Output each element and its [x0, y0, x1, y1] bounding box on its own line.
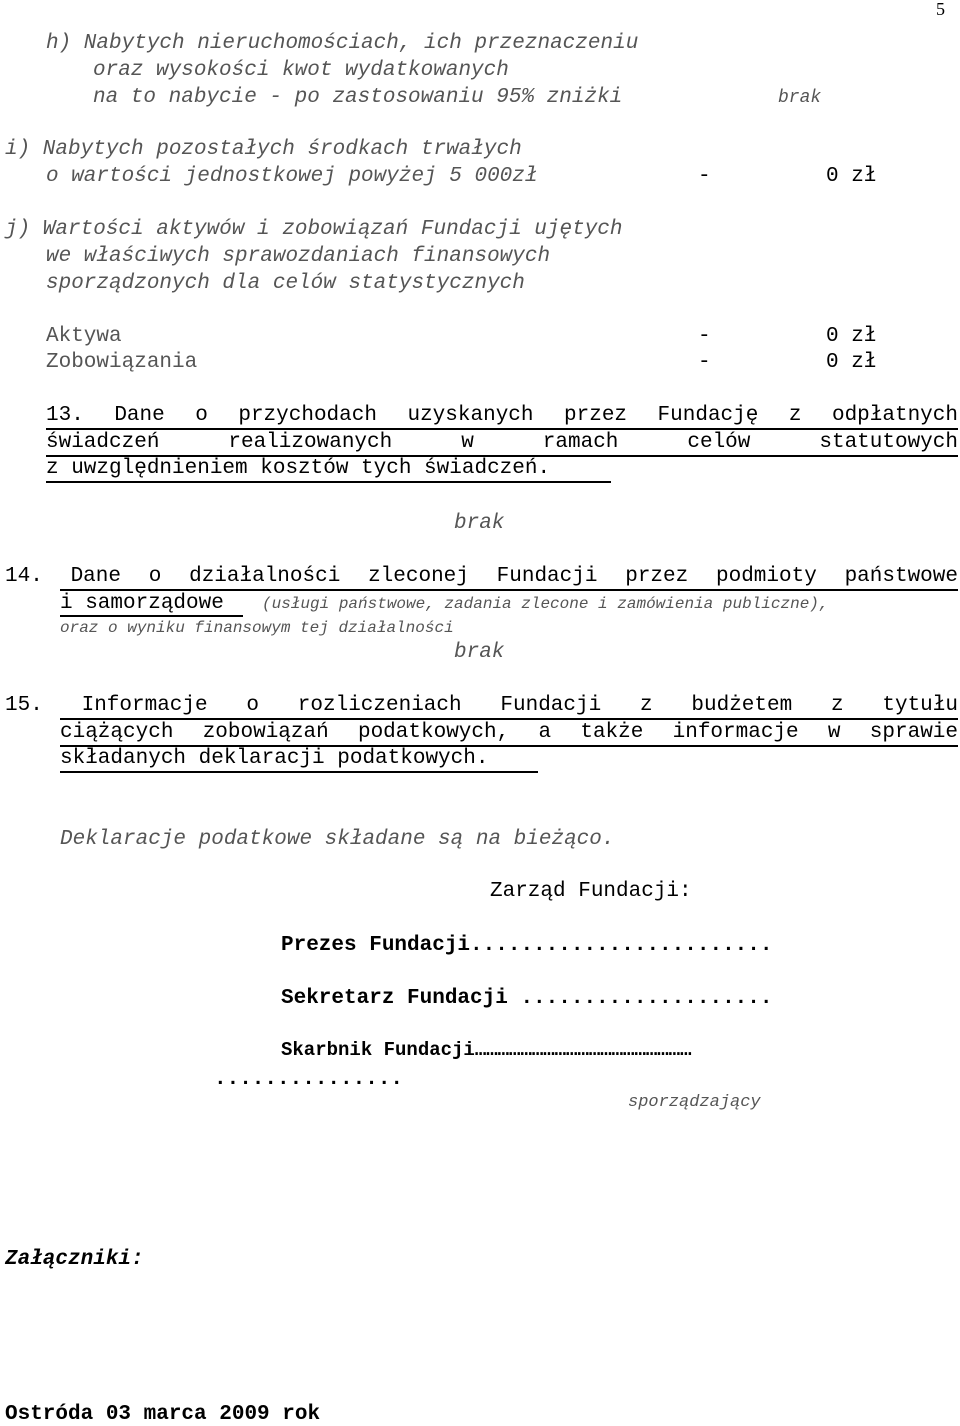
assets-label: Aktywa	[46, 325, 122, 348]
president-signature-line: Prezes Fundacji........................	[281, 934, 773, 957]
section-13-line-2: świadczeń realizowanych w ramach celów statutowych	[46, 431, 958, 454]
section-14-underline-2	[60, 615, 243, 617]
page-number: 5	[936, 0, 945, 19]
place-date: Ostróda 03 marca 2009 rok	[5, 1403, 321, 1426]
section-14-value: brak	[454, 641, 505, 664]
section-15-underline-1	[60, 718, 958, 720]
treasurer-signature-dots: ...............	[214, 1068, 404, 1091]
section-13-underline-1	[46, 428, 958, 430]
assets-dash: -	[698, 325, 711, 348]
section-13-underline-3	[46, 481, 611, 483]
section-14-line-2-italic: (usługi państwowe, zadania zlecone i zamówienia publiczne),	[262, 595, 829, 613]
section-h-line-2: oraz wysokości kwot wydatkowanych	[93, 59, 509, 82]
liabilities-value: 0 zł	[826, 351, 877, 374]
section-14-line-2-bold: i samorządowe	[60, 592, 224, 615]
section-j-line-3: sporządzonych dla celów statystycznych	[46, 272, 525, 295]
tax-declarations-note: Deklaracje podatkowe składane są na bieżąco.	[60, 828, 615, 851]
section-h-line-3: na to nabycie - po zastosowaniu 95% zniżki	[93, 86, 623, 109]
section-i-dash: -	[698, 165, 711, 188]
section-14-underline-1	[60, 589, 958, 591]
treasurer-signature-line: Skarbnik Fundacji…………………………………………………	[281, 1039, 692, 1061]
liabilities-dash: -	[698, 351, 711, 374]
section-i-line-1: i) Nabytych pozostałych środkach trwałych	[5, 138, 522, 161]
section-15-underline-3	[60, 771, 538, 773]
section-14-line-3: oraz o wyniku finansowym tej działalności	[60, 619, 454, 637]
section-15-line-3: składanych deklaracji podatkowych.	[60, 747, 489, 770]
section-h-value: brak	[778, 88, 822, 108]
liabilities-label: Zobowiązania	[46, 351, 198, 374]
section-13-line-3: z uwzględnieniem kosztów tych świadczeń.	[46, 457, 551, 480]
section-j-line-1: j) Wartości aktywów i zobowiązań Fundacji ujętych	[5, 218, 623, 241]
section-15-line-1: 15. Informacje o rozliczeniach Fundacji z budżetem z tytułu	[5, 694, 958, 717]
section-i-line-2: o wartości jednostkowej powyżej 5 000zł	[46, 165, 538, 188]
section-i-value: 0 zł	[826, 165, 877, 188]
board-heading: Zarząd Fundacji:	[490, 880, 692, 903]
preparer-label: sporządzający	[628, 1093, 761, 1112]
section-15-line-2: ciążących zobowiązań podatkowych, a także informacje w sprawie	[60, 721, 958, 744]
assets-value: 0 zł	[826, 325, 877, 348]
attachments-label: Załączniki:	[5, 1248, 144, 1271]
section-j-line-2: we właściwych sprawozdaniach finansowych	[46, 245, 551, 268]
section-13-value: brak	[454, 512, 505, 535]
section-13-line-1: 13. Dane o przychodach uzyskanych przez Fundację z odpłatnych	[46, 404, 958, 427]
section-14-line-1: 14. Dane o działalności zleconej Fundacji przez podmioty państwowe	[5, 565, 958, 588]
secretary-signature-line: Sekretarz Fundacji ....................	[281, 987, 773, 1010]
section-13-underline-2	[46, 455, 958, 457]
section-h-line-1: h) Nabytych nieruchomościach, ich przeznaczeniu	[46, 32, 639, 55]
